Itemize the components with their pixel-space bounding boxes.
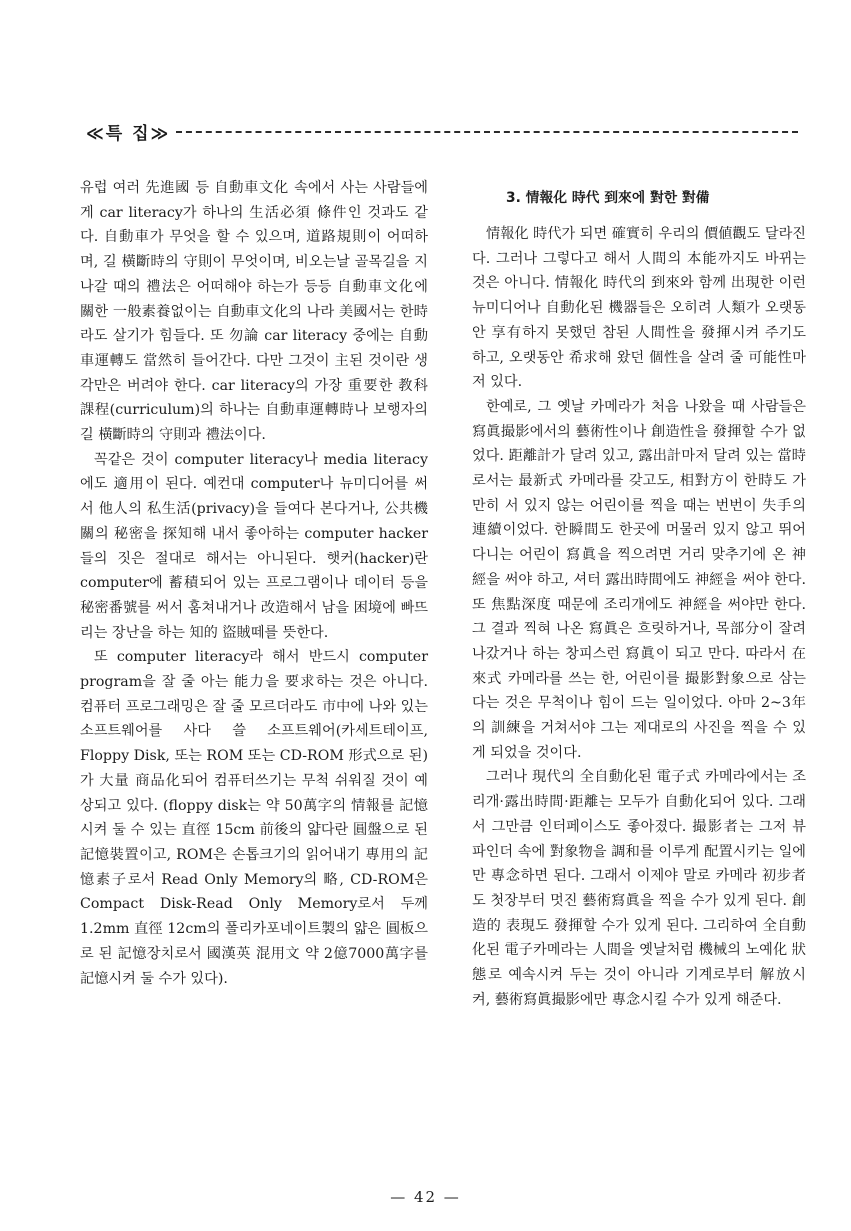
- paragraph-storage-media: 또 computer literacy라 해서 반드시 computer program을 잘 줄 아는 能力을 要求하는 것은 아니다. 컴퓨터 프로그래밍은 잘 줄 모르더라도 市中에 나와 있는 소프트웨어를 사다 쓸 소프트웨어(카세트테이프, Floppy Disk, 또는 ROM 또는 CD-ROM 形式으로 된)가 大量 商品化되어 컴퓨터쓰기는 무척 쉬워질 것이 예상되고 있다. (floppy disk는 약 50萬字의 情報를 記憶시켜 둘 수 있는 直徑 15cm 前後의 얇다란 圓盤으로 된 記憶裝置이고, ROM은 손톱크기의 읽어내기 專用의 記憶素子로서 Read Only Memory의 略, CD-ROM은 Compact Disk-Read Only Memory로서 두께 1.2mm 直徑 12cm의 폴리카포네이트製의 얇은 圓板으로 된 記憶장치로서 國漢英 混用文 약 2億7000萬字를 記憶시켜 둘 수가 있다).: [80, 649, 428, 987]
- header-dashed-rule: [176, 131, 798, 133]
- paragraph-car-literacy: 유럽 여러 先進國 등 自動車文化 속에서 사는 사람들에게 car literacy가 하나의 生活必須 條件인 것과도 같다. 自動車가 무엇을 할 수 있으며, 道路規則이 어떠하며, 길 橫斷時의 守則이 무엇이며, 비오는날 골목길을 지나갈 때의 禮法은 어떠해야 하는가 등등 自動車文化에 關한 一般素養없이는 自動車文化의 나라 美國서는 한時라도 살기가 힘들다. 또 勿論 car literacy 중에는 自動車運轉도 當然히 들어간다. 다만 그것이 主된 것이란 생각만은 버려야 한다. car literacy의 가장 重要한 教科課程(curriculum)의 하나는 自動車運轉時나 보행자의 길 橫斷時의 守則과 禮法이다.: [80, 180, 428, 444]
- page-header: [86, 118, 798, 144]
- page-number: — 42 —: [390, 1188, 461, 1206]
- section-label: ≪특 집≫: [86, 123, 171, 144]
- section-heading: 3. 情報化 時代 到來에 對한 對備: [506, 190, 710, 206]
- paragraph-values: 情報化 時代가 되면 確實히 우리의 價値觀도 달라진다. 그러나 그렇다고 해서 人間의 本能까지도 바뀌는 것은 아니다. 情報化 時代의 到來와 함께 出現한 이런 뉴미디어나 自動化된 機器들은 오히려 人類가 오랫동안 享有하지 못했던 참된 人間性을 發揮시켜 주기도 하고, 오랫동안 希求해 왔던 個性을 살려 줄 可能性마저 있다.: [472, 226, 806, 391]
- paragraph-computer-hacker: 꼭같은 것이 computer literacy나 media literacy에도 適用이 된다. 예컨대 computer나 뉴미디어를 써서 他人의 私生活(privacy)을 들여다 본다거나, 公共機關의 秘密을 探知해 내서 좋아하는 computer hacker들의 짓은 절대로 해서는 아니된다. 햇커(hacker)란 computer에 蓄積되어 있는 프로그램이나 데이터 등을 秘密番號를 써서 훔쳐내거나 改造해서 남을 困境에 빠뜨리는 장난을 하는 知的 盜賊떼를 뜻한다.: [80, 451, 428, 641]
- right-column: [472, 182, 806, 1013]
- paragraph-modern-camera: 그러나 現代의 全自動化된 電子式 카메라에서는 조리개·露出時間·距離는 모두가 自動化되어 있다. 그래서 그만큼 인터페이스도 좋아졌다. 撮影者는 그저 뷰 파인더 속에 對象物을 調和를 이루게 配置시키는 일에만 專念하면 된다. 그래서 이제야 말로 카메라 初步者도 첫장부터 멋진 藝術寫眞을 찍을 수가 있게 된다. 創造的 表現도 發揮할 수가 있게 된다. 그리하여 全自動化된 電子카메라는 人間을 옛날처럼 機械의 노예化 狀態로 예속시켜 두는 것이 아니라 기계로부터 解放시켜, 藝術寫眞撮影에만 專念시킬 수가 있게 해준다.: [472, 769, 806, 1008]
- left-column: [80, 176, 428, 991]
- paragraph-old-camera: 한예로, 그 옛날 카메라가 처음 나왔을 때 사람들은 寫眞撮影에서의 藝術性이나 創造性을 發揮할 수가 없었다. 距離計가 달려 있고, 露出計마저 달려 있는 當時로서는 最新式 카메라를 갖고도, 相對方이 한時도 가만히 서 있지 않는 어린이를 찍을 때는 번번이 失手의 連續이었다. 한瞬間도 한곳에 머물러 있지 않고 뛰어 다니는 어린이 寫眞을 찍으려면 거리 맞추기에 온 神經을 써야 하고, 셔터 露出時間에도 神經을 써야 한다. 또 焦點深度 때문에 조리개에도 神經을 써야만 한다. 그 결과 찍혀 나온 寫眞은 흐릿하거나, 목部分이 잘려 나갔거나 하는 창피스런 寫眞이 되고 만다. 따라서 在來式 카메라를 쓰는 한, 어린이를 撮影對象으로 삼는다는 것은 무척이나 힘이 드는 일이었다. 아마 2~3年의 訓練을 거쳐서야 그는 제대로의 사진을 찍을 수 있게 되었을 것이다.: [472, 398, 806, 761]
